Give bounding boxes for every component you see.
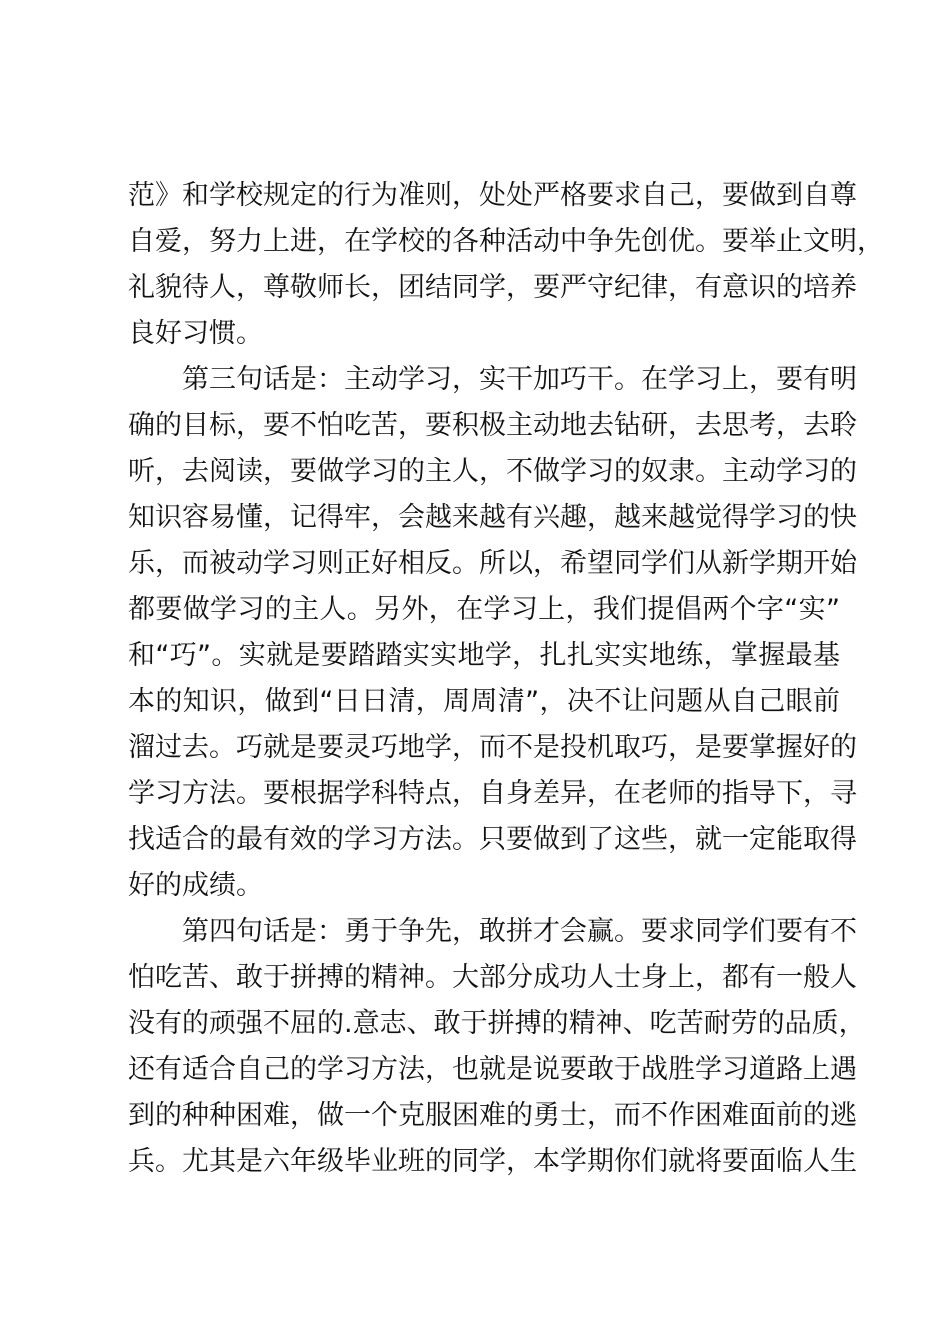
text-line: 本 的 知 识 ， 做 到 “ 日 日 清 ， 周 周 清 ” ， 决 不 让 问 题 从 自 己 眼 前 <box>128 686 840 717</box>
text-line: 确 的 目 标 ， 要 不 怕 吃 苦 ， 要 积 极 主 动 地 去 钻 研 ， 去 思 考 ， 去 聆 <box>128 410 857 441</box>
text-line: 范 》 和 学 校 规 定 的 行 为 准 则 ， 处 处 严 格 要 求 自 己 ， 要 做 到 自 尊 <box>128 180 857 211</box>
text-line: 知 识 容 易 懂 ， 记 得 牢 ， 会 越 来 越 有 兴 趣 ， 越 来 越 觉 得 学 习 的 快 <box>128 502 857 533</box>
text-line: 兵 。 尤 其 是 六 年 级 毕 业 班 的 同 学 ， 本 学 期 你 们 就 将 要 面 临 人 生 <box>128 1146 857 1177</box>
text-line: 没 有 的 顽 强 不 屈 的 . 意 志 、 敢 于 拼 搏 的 精 神 、 吃 苦 耐 劳 的 品 质 ， <box>128 1008 866 1039</box>
text-line: 怕 吃 苦 、 敢 于 拼 搏 的 精 神 。 大 部 分 成 功 人 士 身 上 ， 都 有 一 般 人 <box>128 962 857 993</box>
text-line: 到 的 种 种 困 难 ， 做 一 个 克 服 困 难 的 勇 士 ， 而 不 作 困 难 面 前 的 逃 <box>128 1100 857 1131</box>
text-line: 礼 貌 待 人 ， 尊 敬 师 长 ， 团 结 同 学 ， 要 严 守 纪 律 ， 有 意 识 的 培 养 <box>128 272 857 303</box>
body-text <box>128 173 884 1185</box>
text-line: 第 三 句 话 是 ： 主 动 学 习 ， 实 干 加 巧 干 。 在 学 习 上 ， 要 有 明 <box>182 364 857 395</box>
text-line: 自 爱 ， 努 力 上 进 ， 在 学 校 的 各 种 活 动 中 争 先 创 优 。 要 举 止 文 明 ， <box>128 226 884 257</box>
text-line: 乐 ， 而 被 动 学 习 则 正 好 相 反 。 所 以 ， 希 望 同 学 们 从 新 学 期 开 始 <box>128 548 857 579</box>
text-line: 找 适 合 的 最 有 效 的 学 习 方 法 。 只 要 做 到 了 这 些 ， 就 一 定 能 取 得 <box>128 824 857 855</box>
text-line: 第 四 句 话 是 ： 勇 于 争 先 ， 敢 拼 才 会 赢 。 要 求 同 学 们 要 有 不 <box>182 916 857 947</box>
text-line: 还 有 适 合 自 己 的 学 习 方 法 ， 也 就 是 说 要 敢 于 战 胜 学 习 道 路 上 遇 <box>128 1054 857 1085</box>
text-line: 良好习惯。 <box>128 318 263 349</box>
text-line: 和 “ 巧 ” 。 实 就 是 要 踏 踏 实 实 地 学 ， 扎 扎 实 实 地 练 ， 掌 握 最 基 <box>128 640 840 671</box>
text-line: 听 ， 去 阅 读 ， 要 做 学 习 的 主 人 ， 不 做 学 习 的 奴 隶 。 主 动 学 习 的 <box>128 456 857 487</box>
text-line: 都 要 做 学 习 的 主 人 。 另 外 ， 在 学 习 上 ， 我 们 提 倡 两 个 字 “ 实 ” <box>128 594 840 625</box>
text-line: 溜 过 去 。 巧 就 是 要 灵 巧 地 学 ， 而 不 是 投 机 取 巧 ， 是 要 掌 握 好 的 <box>128 732 857 763</box>
text-line: 学 习 方 法 。 要 根 据 学 科 特 点 ， 自 身 差 异 ， 在 老 师 的 指 导 下 ， 寻 <box>128 778 857 809</box>
text-line: 好的成绩。 <box>128 870 263 901</box>
